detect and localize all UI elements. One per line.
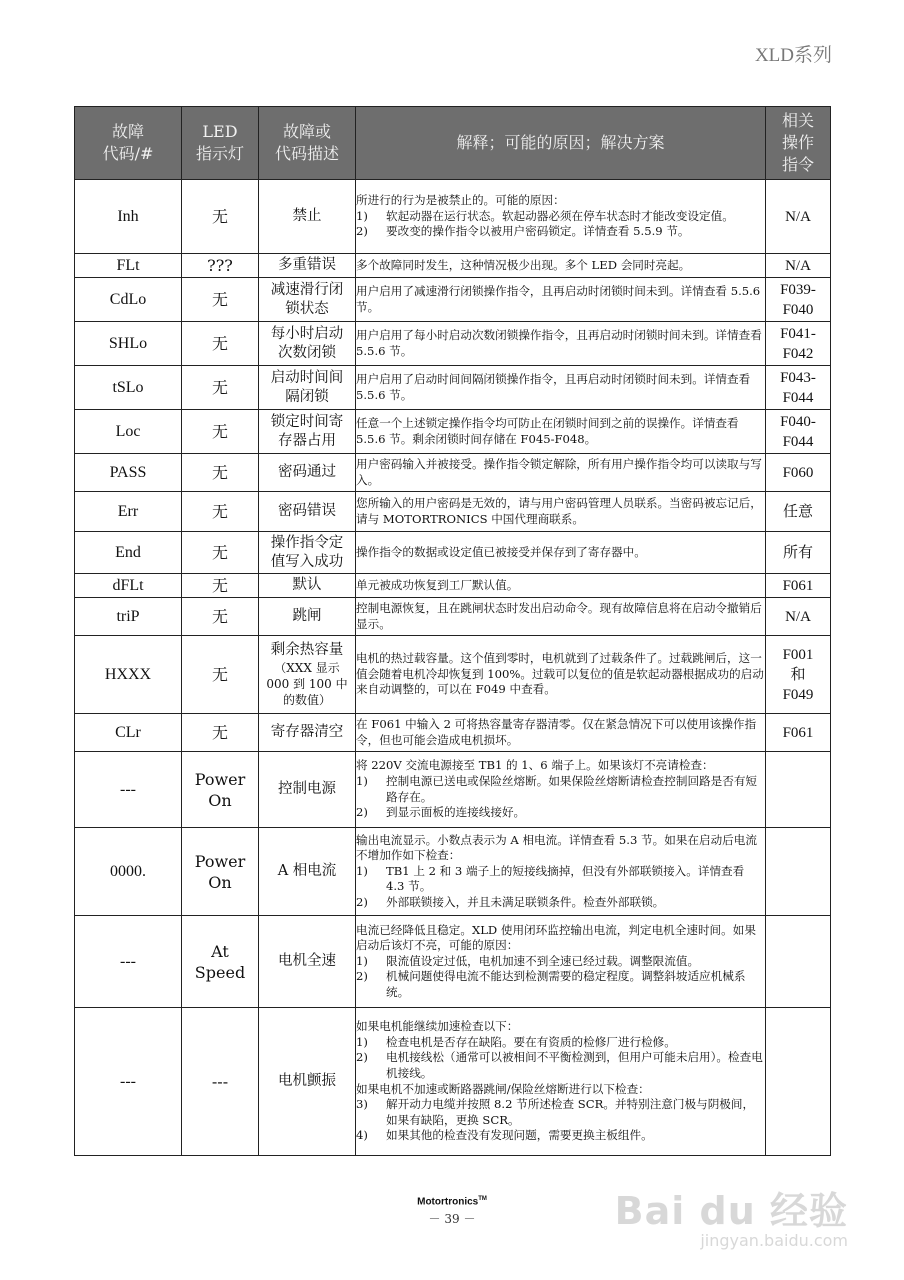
description-note: （XXX 显示 (274, 661, 340, 675)
watermark-url: jingyan.baidu.com (700, 1231, 848, 1250)
explanation-item (356, 954, 765, 970)
table-row (75, 492, 831, 532)
led-indicator (182, 454, 259, 492)
item-text: 到显示面板的连接线接好。 (386, 805, 526, 820)
explanation-text: 多个故障同时发生，这种情况极少出现。多个 LED 会同时亮起。 (356, 257, 691, 272)
description-line: 值写入成功 (270, 553, 344, 570)
fault-explanation (356, 916, 766, 1008)
fault-code: tSLo (75, 366, 182, 410)
fault-description (259, 598, 356, 636)
item-number: 3) (356, 1097, 368, 1112)
fault-code: --- (75, 752, 182, 828)
led-line: Speed (194, 962, 246, 982)
description-line: 电机全速 (278, 953, 336, 969)
led-line: 无 (211, 543, 228, 562)
led-indicator (182, 532, 259, 574)
header-explanation (356, 107, 766, 180)
fault-code: dFLt (75, 574, 182, 598)
header-line: 相关 (781, 111, 814, 130)
description-note: 000 到 100 中 (266, 677, 348, 691)
fault-code: --- (75, 1008, 182, 1156)
item-text: 软起动器在运行状态。软起动器必须在停车状态时才能改变设定值。 (386, 208, 734, 223)
led-indicator (182, 714, 259, 752)
explanation-text: 在 F061 中输入 2 可将热容量寄存器清零。仅在紧急情况下可以使用该操作指令，但也可能会造成电机损坏。 (356, 716, 757, 747)
led-line: 无 (211, 723, 228, 742)
item-number: 1) (356, 773, 368, 788)
parameter-line: 任意 (782, 503, 813, 520)
explanation-text: 所进行的行为是被禁止的。可能的原因： (356, 193, 565, 208)
parameter-line: N/A (785, 257, 811, 274)
fault-description (259, 366, 356, 410)
related-parameter (766, 916, 831, 1008)
fault-description (259, 828, 356, 916)
item-number: 2) (356, 224, 368, 239)
led-indicator (182, 574, 259, 598)
explanation-item (356, 805, 765, 821)
fault-code: End (75, 532, 182, 574)
fault-explanation (356, 532, 766, 574)
led-indicator (182, 828, 259, 916)
item-number: 4) (356, 1128, 368, 1143)
table-row (75, 278, 831, 322)
header-line: 指示灯 (195, 144, 244, 163)
led-indicator (182, 636, 259, 714)
header-line: 代码描述 (274, 144, 339, 163)
led-indicator (182, 598, 259, 636)
fault-description (259, 322, 356, 366)
description-line: 寄存器清空 (270, 724, 344, 740)
related-parameter (766, 366, 831, 410)
fault-explanation (356, 752, 766, 828)
header-fault-code (75, 107, 182, 180)
led-line: Power (194, 769, 246, 789)
item-number: 1) (356, 953, 368, 968)
description-line: 默认 (292, 577, 322, 593)
table-row (75, 532, 831, 574)
explanation-item (356, 1097, 765, 1128)
item-text: 外部联锁接入，并且未满足联锁条件。检查外部联锁。 (386, 894, 665, 909)
led-indicator (182, 180, 259, 254)
item-text: 电机接线松（通常可以被相间不平衡检测到，但用户可能未启用）。检查电机接线。 (386, 1050, 763, 1080)
table-body (75, 180, 831, 1156)
fault-explanation (356, 828, 766, 916)
parameter-line: N/A (785, 208, 811, 225)
related-parameter (766, 752, 831, 828)
fault-explanation (356, 598, 766, 636)
fault-description (259, 492, 356, 532)
explanation-text: 用户密码输入并被接受。操作指令锁定解除，所有用户操作指令均可以读取与写入。 (356, 456, 762, 487)
parameter-line: F043- (780, 369, 816, 386)
item-text: 机械问题使得电流不能达到检测需要的稳定程度。调整斜坡适应机械系统。 (386, 969, 746, 999)
header-parameter (766, 107, 831, 180)
item-text: 解开动力电缆并按照 8.2 节所述检查 SCR。并特别注意门极与阴极间，如果有缺陷，更换 SCR。 (386, 1097, 755, 1127)
fault-explanation (356, 254, 766, 278)
led-line: 无 (211, 607, 228, 626)
item-number: 2) (356, 969, 368, 984)
trademark: TM (478, 1196, 487, 1202)
header-line: 操作 (781, 133, 814, 152)
related-parameter (766, 598, 831, 636)
table-row (75, 410, 831, 454)
table-row (75, 454, 831, 492)
watermark (615, 1180, 848, 1250)
description-line: A 相电流 (277, 863, 337, 879)
led-line: At (211, 941, 229, 961)
led-line: 无 (211, 290, 228, 309)
led-line: 无 (211, 665, 228, 684)
item-text: 控制电源已送电或保险丝熔断。如果保险丝熔断请检查控制回路是否有短路存在。 (386, 773, 758, 804)
page-number: － 39 － (428, 1212, 476, 1226)
parameter-line: F042 (782, 345, 814, 362)
description-line: 跳闸 (292, 608, 322, 624)
fault-explanation (356, 636, 766, 714)
related-parameter (766, 828, 831, 916)
table-row (75, 180, 831, 254)
description-line: 减速滑行闭 (270, 281, 344, 298)
fault-description (259, 410, 356, 454)
description-line: 锁定时间寄 (270, 413, 344, 430)
fault-description (259, 1008, 356, 1156)
description-line: 密码错误 (278, 503, 336, 519)
item-text: 限流值设定过低，电机加速不到全速已经过载。调整限流值。 (386, 953, 700, 968)
led-indicator (182, 492, 259, 532)
related-parameter (766, 574, 831, 598)
table-row (75, 714, 831, 752)
brand-name: Motortronics (417, 1196, 479, 1208)
header-line: 代码/# (102, 144, 154, 163)
fault-description (259, 278, 356, 322)
item-text: 检查电机是否存在缺陷。要在有资质的检修厂进行检修。 (386, 1034, 676, 1049)
parameter-line: F061 (782, 724, 814, 741)
fault-description (259, 752, 356, 828)
explanation-text: 电流已经降低且稳定。XLD 使用闭环监控输出电流，判定电机全速时间。如果启动后该灯不亮，可能的原因： (356, 922, 756, 953)
parameter-line: 所有 (782, 544, 813, 561)
fault-description (259, 714, 356, 752)
explanation-text: 如果电机能继续加速检查以下： (356, 1019, 519, 1034)
table-row (75, 636, 831, 714)
item-text: 如果其他的检查没有发现问题，需要更换主板组件。 (386, 1128, 653, 1143)
header-line: 故障 (111, 122, 144, 141)
explanation-item (356, 1128, 765, 1144)
parameter-line: F001 (782, 646, 814, 663)
header-line: 解释；可能的原因；解决方案 (456, 133, 665, 152)
fault-description (259, 180, 356, 254)
explanation-text: 将 220V 交流电源接至 TB1 的 1、6 端子上。如果该灯不亮请检查： (356, 758, 714, 773)
description-line: 启动时间间 (270, 369, 344, 386)
fault-code: FLt (75, 254, 182, 278)
table-row (75, 574, 831, 598)
header-line: 故障或 (282, 122, 331, 141)
item-number: 1) (356, 863, 368, 878)
parameter-line: F040 (782, 301, 814, 318)
explanation-item (356, 209, 765, 225)
related-parameter (766, 454, 831, 492)
item-number: 2) (356, 894, 368, 909)
related-parameter (766, 254, 831, 278)
table-row (75, 254, 831, 278)
fault-code: Inh (75, 180, 182, 254)
table-row (75, 1008, 831, 1156)
related-parameter (766, 410, 831, 454)
fault-explanation (356, 454, 766, 492)
parameter-line: F041- (780, 325, 816, 342)
led-indicator (182, 410, 259, 454)
description-line: 电机颤振 (278, 1073, 336, 1089)
table-header-row (75, 107, 831, 180)
led-line: 无 (211, 576, 228, 595)
header-line: LED (202, 122, 238, 141)
explanation-text: 任意一个上述锁定操作指令均可防止在闭锁时间到之前的误操作。详情查看 5.5.6 节。剩余闭锁时间存储在 F045-F048。 (356, 415, 739, 446)
led-line: --- (211, 1072, 229, 1091)
related-parameter (766, 492, 831, 532)
led-indicator (182, 366, 259, 410)
related-parameter (766, 1008, 831, 1156)
description-line: 隔闭锁 (285, 388, 329, 405)
fault-code: 0000. (75, 828, 182, 916)
parameter-line: F060 (782, 464, 814, 481)
description-line: 次数闭锁 (278, 344, 336, 361)
fault-code: PASS (75, 454, 182, 492)
led-indicator (182, 1008, 259, 1156)
table-row (75, 752, 831, 828)
fault-explanation (356, 1008, 766, 1156)
fault-explanation (356, 322, 766, 366)
led-line: 无 (211, 334, 228, 353)
header-line: 指令 (781, 155, 814, 174)
led-line: On (208, 872, 232, 892)
fault-code: --- (75, 916, 182, 1008)
fault-explanation (356, 278, 766, 322)
fault-explanation (356, 492, 766, 532)
fault-description (259, 254, 356, 278)
fault-description (259, 916, 356, 1008)
led-line: On (208, 790, 232, 810)
fault-code: Err (75, 492, 182, 532)
led-line: 无 (211, 378, 228, 397)
explanation-text: 输出电流显示。小数点表示为 A 相电流。详情查看 5.3 节。如果在启动后电流不增加作如下检查： (356, 832, 757, 863)
explanation-item (356, 1035, 765, 1051)
description-line: 锁状态 (285, 300, 329, 317)
parameter-line: F044 (782, 433, 814, 450)
description-line: 控制电源 (278, 781, 336, 797)
parameter-line: F039- (780, 281, 816, 298)
explanation-item (356, 864, 765, 895)
explanation-text: 单元被成功恢复到工厂默认值。 (356, 577, 519, 592)
led-line: ??? (207, 256, 233, 275)
fault-code-table (74, 106, 831, 1156)
parameter-line: F044 (782, 389, 814, 406)
related-parameter (766, 322, 831, 366)
related-parameter (766, 278, 831, 322)
led-line: 无 (211, 422, 228, 441)
fault-code: SHLo (75, 322, 182, 366)
led-indicator (182, 254, 259, 278)
table-row (75, 916, 831, 1008)
description-note: 的数值） (282, 693, 331, 707)
fault-description (259, 532, 356, 574)
related-parameter (766, 714, 831, 752)
fault-description (259, 574, 356, 598)
fault-code: Loc (75, 410, 182, 454)
table-row (75, 366, 831, 410)
table-row (75, 598, 831, 636)
fault-description (259, 636, 356, 714)
parameter-line: F061 (782, 577, 814, 594)
fault-explanation (356, 180, 766, 254)
explanation-item (356, 1050, 765, 1081)
explanation-text: 用户启用了每小时启动次数闭锁操作指令，且再启动时闭锁时间未到。详情查看 5.5.6 节。 (356, 327, 762, 358)
explanation-text: 电机的热过载容量。这个值到零时，电机就到了过载条件了。过载跳闸后，这一值会随着电机冷却恢复到 100%。过载可以复位的值是软起动器根据成功的启动来自动调整的，可以在 F049 中查看。 (356, 651, 764, 697)
led-indicator (182, 752, 259, 828)
header-description (259, 107, 356, 180)
explanation-text: 用户启用了启动时间间隔闭锁操作指令，且再启动时闭锁时间未到。详情查看 5.5.6 节。 (356, 371, 751, 402)
header-led (182, 107, 259, 180)
description-line: 存器占用 (278, 432, 336, 449)
table-row (75, 322, 831, 366)
explanation-item (356, 224, 765, 240)
item-number: 1) (356, 1034, 368, 1049)
item-number: 2) (356, 1050, 368, 1065)
led-line: 无 (211, 502, 228, 521)
related-parameter (766, 636, 831, 714)
parameter-line: F040- (780, 413, 816, 430)
fault-explanation (356, 714, 766, 752)
parameter-line: 和 (790, 666, 806, 683)
parameter-line: N/A (785, 608, 811, 625)
fault-code: triP (75, 598, 182, 636)
fault-explanation (356, 366, 766, 410)
table-row (75, 828, 831, 916)
fault-code: HXXX (75, 636, 182, 714)
led-line: 无 (211, 207, 228, 226)
description-line: 禁止 (292, 208, 322, 224)
fault-description (259, 454, 356, 492)
parameter-line: F049 (782, 686, 814, 703)
fault-explanation (356, 410, 766, 454)
fault-code: CLr (75, 714, 182, 752)
explanation-text: 您所输入的用户密码是无效的，请与用户密码管理人员联系。当密码被忘记后，请与 MOTORTRONICS 中国代理商联系。 (356, 495, 762, 526)
watermark-logo: Bai du 经验 (614, 1189, 848, 1233)
related-parameter (766, 532, 831, 574)
description-line: 操作指令定 (270, 534, 344, 551)
explanation-item (356, 895, 765, 911)
description-line: 多重错误 (278, 257, 336, 273)
explanation-text: 用户启用了减速滑行闭锁操作指令，且再启动时闭锁时间未到。详情查看 5.5.6 节。 (356, 283, 761, 314)
explanation-text: 如果电机不加速或断路器跳闸/保险丝熔断进行以下检查： (356, 1081, 650, 1096)
explanation-text: 操作指令的数据或设定值已被接受并保存到了寄存器中。 (356, 544, 646, 559)
description-line: 剩余热容量 (270, 642, 344, 658)
item-text: TB1 上 2 和 3 端子上的短接线摘掉，但没有外部联锁接入。详情查看 4.3 节。 (386, 863, 745, 894)
led-indicator (182, 278, 259, 322)
item-text: 要改变的操作指令以被用户密码锁定。详情查看 5.5.9 节。 (386, 224, 690, 239)
fault-explanation (356, 574, 766, 598)
description-line: 密码通过 (278, 464, 336, 480)
fault-code: CdLo (75, 278, 182, 322)
led-indicator (182, 322, 259, 366)
explanation-text: 控制电源恢复，且在跳闸状态时发出启动命令。现有故障信息将在启动令撤销后显示。 (356, 600, 762, 631)
led-line: 无 (211, 463, 228, 482)
item-number: 1) (356, 208, 368, 223)
series-label: XLD系列 (754, 45, 832, 66)
explanation-item (356, 774, 765, 805)
explanation-item (356, 969, 765, 1000)
related-parameter (766, 180, 831, 254)
description-line: 每小时启动 (270, 325, 344, 342)
item-number: 2) (356, 805, 368, 820)
led-indicator (182, 916, 259, 1008)
led-line: Power (194, 851, 246, 871)
